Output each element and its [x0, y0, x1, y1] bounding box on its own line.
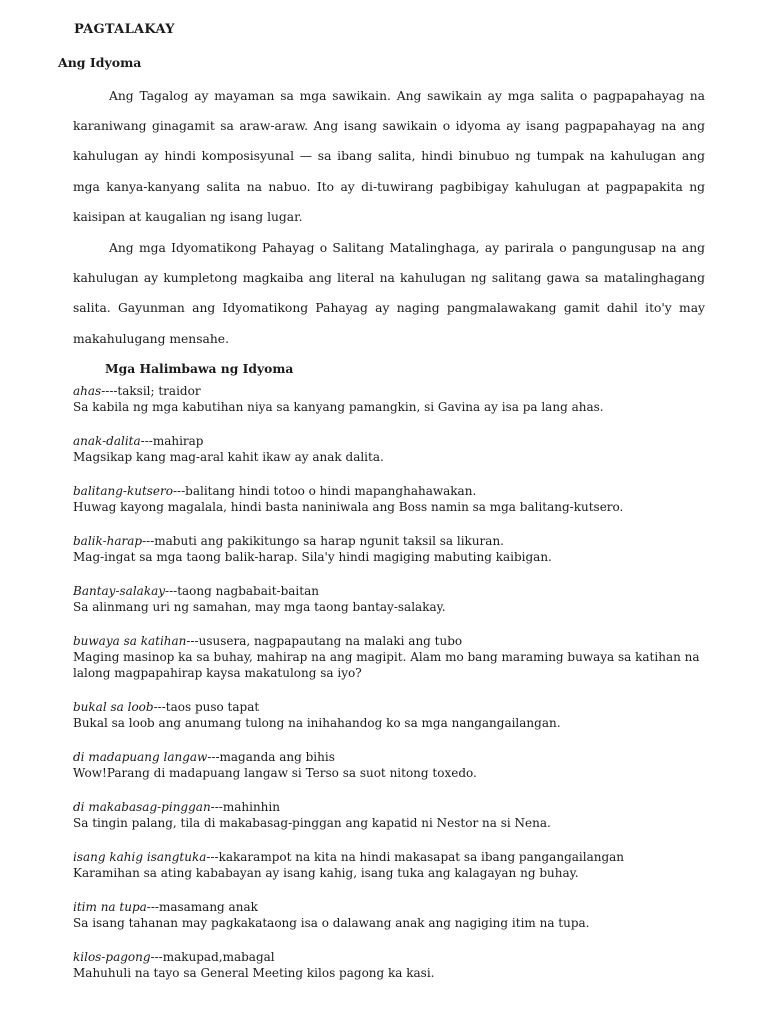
example-sentence: Bukal sa loob ang anumang tulong na inihahandog ko sa mga nangangailangan. — [73, 716, 561, 730]
examples-list — [73, 383, 713, 999]
idiom-term: anak-dalita — [73, 434, 141, 448]
example-item — [73, 633, 713, 699]
example-sentence: Sa isang tahanan may pagkakataong isa o dalawang anak ang nagiging itim na tupa. — [73, 916, 590, 930]
idiom-term: buwaya sa katihan — [73, 634, 187, 648]
example-sentence: Karamihan sa ating kababayan ay isang kahig, isang tuka ang kalagayan ng buhay. — [73, 866, 579, 880]
separator: --- — [173, 484, 186, 498]
example-sentence: Maging masinop ka sa buhay, mahirap na ang magipit. Alam mo bang maraming buwaya sa katihan na lalong magpapahirap kaysa makatulong sa iyo? — [73, 650, 700, 680]
example-sentence: Sa alinmang uri ng samahan, may mga taong bantay-salakay. — [73, 600, 446, 614]
example-item — [73, 433, 713, 483]
example-sentence: Sa kabila ng mga kabutihan niya sa kanyang pamangkin, si Gavina ay isa pa lang ahas. — [73, 400, 604, 414]
idiom-meaning: ususera, nagpapautang na malaki ang tubo — [198, 634, 463, 648]
example-sentence: Huwag kayong magalala, hindi basta naniniwala ang Boss namin sa mga balitang-kutsero. — [73, 500, 624, 514]
separator: --- — [210, 800, 223, 814]
idiom-meaning: mabuti ang pakikitungo sa harap ngunit taksil sa likuran. — [154, 534, 504, 548]
example-item — [73, 849, 713, 899]
separator: --- — [207, 750, 220, 764]
example-item — [73, 583, 713, 633]
idiom-term: balitang-kutsero — [73, 484, 173, 498]
idiom-meaning: mahinhin — [222, 800, 280, 814]
idiom-term: itim na tupa — [73, 900, 147, 914]
separator: --- — [206, 850, 219, 864]
example-item — [73, 483, 713, 533]
idiom-term: balik-harap — [73, 534, 143, 548]
idiom-meaning: maganda ang bihis — [219, 750, 335, 764]
example-sentence: Wow!Parang di madapuang langaw si Terso sa suot nitong toxedo. — [73, 766, 477, 780]
idiom-term: di makabasag-pinggan — [73, 800, 211, 814]
example-sentence: Mag-ingat sa mga taong balik-harap. Sila'y hindi magiging mabuting kaibigan. — [73, 550, 552, 564]
idiom-meaning: makupad,mabagal — [162, 950, 275, 964]
separator: --- — [153, 700, 166, 714]
idiom-meaning: taong nagbabait-baitan — [177, 584, 319, 598]
example-item — [73, 949, 713, 999]
separator: --- — [165, 584, 178, 598]
idiom-meaning: taos puso tapat — [165, 700, 260, 714]
idiom-meaning: masamang anak — [158, 900, 258, 914]
example-item — [73, 699, 713, 749]
example-sentence: Mahuhuli na tayo sa General Meeting kilos pagong ka kasi. — [73, 966, 435, 980]
example-item — [73, 533, 713, 583]
example-sentence: Sa tingin palang, tila di makabasag-pinggan ang kapatid ni Nestor na si Nena. — [73, 816, 551, 830]
example-item — [73, 383, 713, 433]
paragraph-intro: Ang Tagalog ay mayaman sa mga sawikain. Ang sawikain ay mga salita o pagpapahayag na karaniwang ginagamit sa araw-araw. Ang isang sawikain o idyoma ay isang pagpapahayag na ang kahulugan ay hindi komposisyunal — sa ibang salita, hindi binubuo ng tumpak na kahulugan ang mga kanya-kanyang salita na nabuo. Ito ay di-tuwirang pagbibigay kahulugan at pagpapakita ng kaisipan at kaugalian ng isang lugar. — [73, 89, 705, 224]
separator: --- — [146, 900, 159, 914]
example-item — [73, 899, 713, 949]
examples-heading: Mga Halimbawa ng Idyoma — [105, 361, 294, 376]
idiom-term: isang kahig isangtuka — [73, 850, 207, 864]
example-item — [73, 799, 713, 849]
paragraph-definition: Ang mga Idyomatikong Pahayag o Salitang Matalinghaga, ay parirala o pangungusap na ang kahulugan ay kumpletong magkaiba ang literal na kahulugan ng salitang gawa sa matalinghagang salita. Gayunman ang Idyomatikong Pahayag ay naging pangmalawakang gamit dahil ito'y may makahulugang mensahe. — [73, 241, 705, 346]
idiom-meaning: mahirap — [152, 434, 204, 448]
document-title: PAGTALAKAY — [74, 22, 175, 37]
idiom-meaning: balitang hindi totoo o hindi mapanghahawakan. — [185, 484, 477, 498]
idiom-term: ahas — [73, 384, 102, 398]
idiom-meaning: taksil; traidor — [117, 384, 201, 398]
idiom-term: kilos-pagong — [73, 950, 151, 964]
separator: --- — [140, 434, 153, 448]
example-sentence: Magsikap kang mag-aral kahit ikaw ay anak dalita. — [73, 450, 384, 464]
idiom-term: di madapuang langaw — [73, 750, 208, 764]
separator: --- — [186, 634, 199, 648]
example-item — [73, 749, 713, 799]
idiom-term: bukal sa loob — [73, 700, 154, 714]
section-heading: Ang Idyoma — [58, 55, 142, 70]
idiom-term: Bantay-salakay — [73, 584, 166, 598]
idiom-meaning: kakarampot na kita na hindi makasapat sa ibang pangangailangan — [218, 850, 625, 864]
separator: --- — [142, 534, 155, 548]
separator: ---- — [101, 384, 118, 398]
separator: --- — [150, 950, 163, 964]
